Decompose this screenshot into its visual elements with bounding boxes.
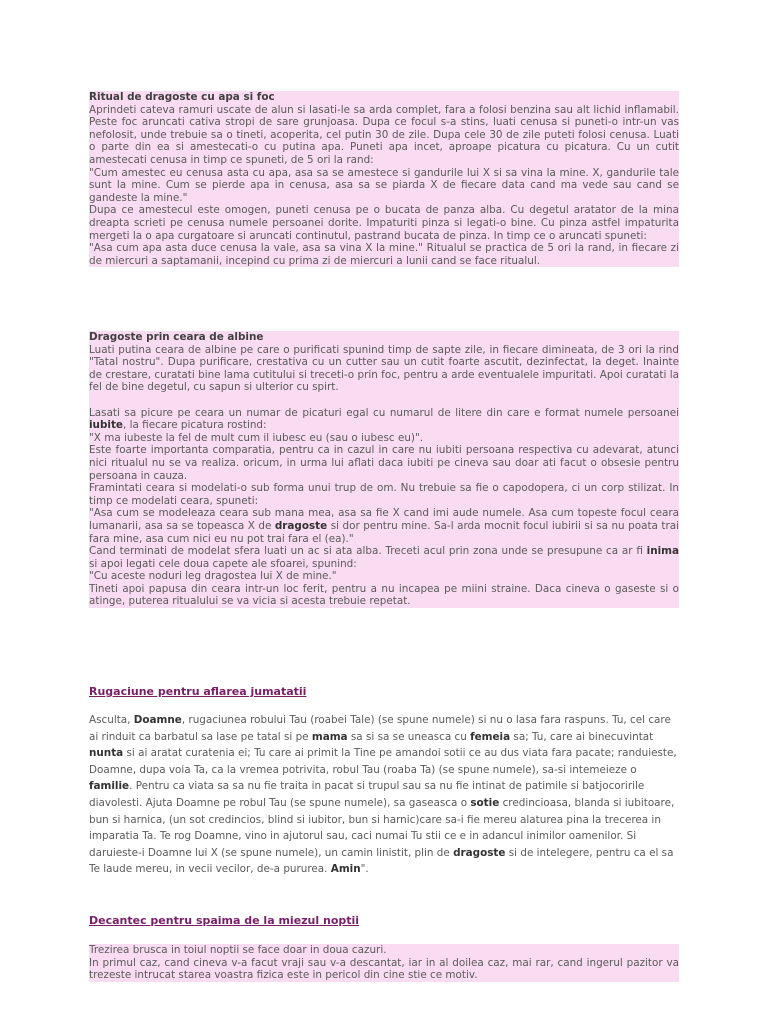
paragraph: "X ma iubeste la fel de mult cum il iubesc eu (sau o iubesc eu)". xyxy=(89,431,424,444)
paragraph: "Cu aceste noduri leg dragostea lui X de mine." xyxy=(89,570,337,583)
paragraph: Asculta, Doamne, rugaciunea robului Tau (roabei Tale) (se spune numele) si nu o lasa fara raspuns. Tu, cel care ai rinduit ca barbatul sa lase pe tatal si pe mama sa si sa se uneasca cu femeia sa; Tu, care ai binecuvintat nunta si ai aratat curatenia ei; Tu care ai primit la Tine pe amandoi sotii ce au dus viata fara pacate; randuieste, Doamne, dupa voia Ta, ca la vremea potrivita, robul Tau (roaba Ta) (se spune numele), sa-si intemeieze o familie. Pentru ca viata sa sa nu fie traita in pacat si trupul sau sa nu fie intinat de patimile si batjocoririle diavolesti. Ajuta Doamne pe robul Tau (se spune numele), sa gaseasca o sotie credincioasa, blanda si iubitoare, bun si harnica, (un sot credincios, blind si iubitor, bun si harnic)care sa-i fie mereu alaturea pina la trecerea in imparatia Ta. Te rog Doamne, vino in ajutorul sau, caci numai Tu stii ce e in adancul inimilor oamenilor. Si daruieste-i Doamne lui X (se spune numele), un camin linistit, plin de dragoste si de intelegere, pentru ca el sa Te laude mereu, in vecii vecilor, de-a pururea. Amin". xyxy=(89,714,677,876)
paragraph: Luati putina ceara de albine pe care o purificati spunind timp de sapte zile, in fiecare dimineata, de 3 ori la rind "Tatal nostru". Dupa purificare, crestativa cu un cutter sau un cutit foarte ascutit, dezinfectat, la deget. Inainte de crestare, curatati bine lama cutitului si treceti-o prin foc, pentru a arde eventualele impuritati. Apoi curatati la fel de bine degetul, cu sapun si ulterior cu spirt. xyxy=(89,343,679,394)
paragraph: Lasati sa picure pe ceara un numar de picaturi egal cu numarul de litere din care e format numele persoanei iubite, la fiecare picatura rostind: xyxy=(89,406,679,432)
bold-word: inima xyxy=(646,545,679,558)
paragraph: Trezirea brusca in toiul noptii se face doar in doua cazuri. xyxy=(89,944,387,956)
paragraph: Tineti apoi papusa din ceara intr-un loc ferit, pentru a nu incapea pe miini straine. Daca cineva o gaseste si o atinge, puterea ritualului se va vicia si acesta trebuie repetat. xyxy=(89,582,679,608)
section-title-link[interactable]: Rugaciune pentru aflarea jumatatii xyxy=(89,685,307,698)
paragraph: Dupa ce amestecul este omogen, puneti cenusa pe o bucata de panza alba. Cu degetul aratator de la mina dreapta scrieti pe cenusa numele persoanei dorite. Impaturiti pinza si legati-o bine. Cu pinza astfel impaturita mergeti la o apa curgatoare si aruncati continutul, pastrand bucata de pinza. In timp ce o aruncati spuneti: xyxy=(89,204,679,242)
paragraph: Cand terminati de modelat sfera luati un ac si ata alba. Treceti acul prin zona unde se presupune ca ar fi inima si apoi legati cele doua capete ale sfoarei, spunind: xyxy=(89,545,679,570)
paragraph: Este foarte importanta comparatia, pentru ca in cazul in care nu iubiti persoana respectiva cu adevarat, atunci nici ritualul nu se va realiza. oricum, in urma lui aflati daca iubiti pe cineva sau doar ati facut o obsesie pentru persoana in cauza. xyxy=(89,444,679,482)
paragraph: "Cum amestec eu cenusa asta cu apa, asa sa se amestece si gandurile lui X si sa vina la mine. X, gandurile tale sunt la mine. Cum se pierde apa in cenusa, asa sa se piarda X de fiecare data cand ma vede sau cand se gandeste la mine." xyxy=(89,166,679,204)
paragraph: Aprindeti cateva ramuri uscate de alun si lasati-le sa arda complet, fara a folosi benzina sau alt lichid inflamabil. Peste foc aruncati cativa stropi de sare grunjoasa. Dupa ce focul s-a stins, luati cenusa si puneti-o intr-un vas nefolosit, unde trebuie sa o tineti, acoperita, cel putin 30 de zile. Dupa cele 30 de zile puteti folosi cenusa. Luati o parte din ea si amestecati-o cu putina apa. Puneti apa incet, aproape picatura cu picatura. Cu un cutit amestecati cenusa in timp ce spuneti, de 5 ori la rand: xyxy=(89,103,679,166)
bold-word: iubite xyxy=(89,419,123,432)
section-title: Dragoste prin ceara de albine xyxy=(89,331,264,343)
section-descantec-heading xyxy=(89,914,679,927)
paragraph: "Asa cum se modeleaza ceara sub mana mea, asa sa fie X cand imi aude numele. Asa cum topeste focul ceara lumanarii, asa sa se topeasca X de dragoste si dor pentru mine. Sa-l arda mocnit focul iubirii si sa nu poata trai fara mine, asa cum nici eu nu pot trai fara el (ea)." xyxy=(89,507,679,545)
paragraph: In primul caz, cand cineva v-a facut vraji sau v-a descantat, iar in al doilea caz, mai rar, cand ingerul pazitor va trezeste intrucat starea voastra fizica este in pericol din cine stie ce motiv. xyxy=(89,956,679,982)
section-ritual-apa-foc xyxy=(89,91,679,267)
paragraph: Framintati ceara si modelati-o sub forma unui trup de om. Nu trebuie sa fie o capodopera, ci un corp stilizat. In timp ce modelati ceara, spuneti: xyxy=(89,482,679,507)
section-title: Ritual de dragoste cu apa si foc xyxy=(89,91,275,103)
section-descantec-body xyxy=(89,944,679,982)
section-ceara-albine xyxy=(89,331,679,608)
section-title-link[interactable]: Decantec pentru spaima de la miezul noptii xyxy=(89,914,360,927)
bold-word: dragoste xyxy=(274,519,328,532)
section-rugaciune-body xyxy=(89,712,679,878)
section-rugaciune-heading xyxy=(89,685,679,698)
paragraph: "Asa cum apa asta duce cenusa la vale, asa sa vina X la mine." Ritualul se practica de 5 ori la rand, in fiecare zi de miercuri a saptamanii, incepind cu prima zi de miercuri a lunii cand se face ritualul. xyxy=(89,242,679,267)
